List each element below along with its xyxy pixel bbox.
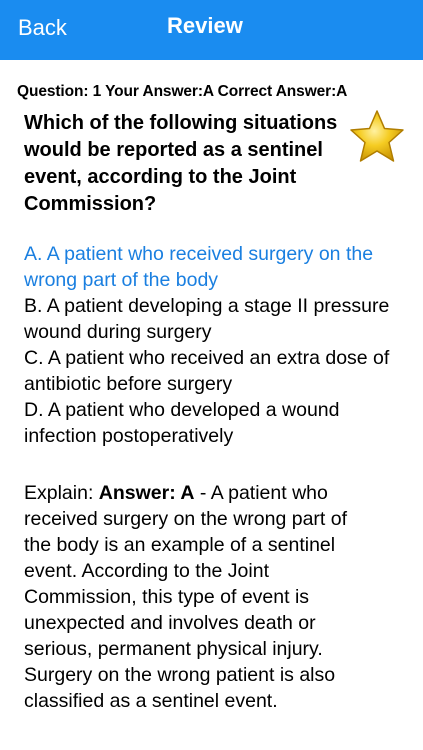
explain-answer-label: Answer: A bbox=[98, 482, 195, 504]
nav-bar bbox=[0, 0, 423, 60]
question-text: Which of the following situations would be reported as a sentinel event, according to the Joint Commission? bbox=[24, 112, 338, 215]
explain-prefix: Explain: bbox=[24, 482, 99, 504]
option-a[interactable]: A. A patient who received surgery on the wrong part of the body bbox=[24, 243, 374, 291]
answer-options bbox=[24, 241, 416, 449]
option-b[interactable]: B. A patient developing a stage II pressure wound during surgery bbox=[24, 295, 390, 343]
back-button[interactable]: Back bbox=[18, 15, 67, 40]
star-icon[interactable] bbox=[348, 109, 406, 165]
question-header: Question: 1 Your Answer:A Correct Answer:A bbox=[17, 83, 348, 100]
page-title: Review bbox=[167, 13, 243, 38]
explanation bbox=[24, 480, 369, 714]
option-c[interactable]: C. A patient who received an extra dose of antibiotic before surgery bbox=[24, 347, 390, 395]
explain-body: - A patient who received surgery on the wrong part of the body is an example of a sentinel event. According to the Joint Commission, this type of event is unexpected and involves death or serious, permanent physical injury. Surgery on the wrong patient is also classified as a sentinel event. bbox=[24, 482, 348, 712]
option-d[interactable]: D. A patient who developed a wound infection postoperatively bbox=[24, 399, 340, 447]
